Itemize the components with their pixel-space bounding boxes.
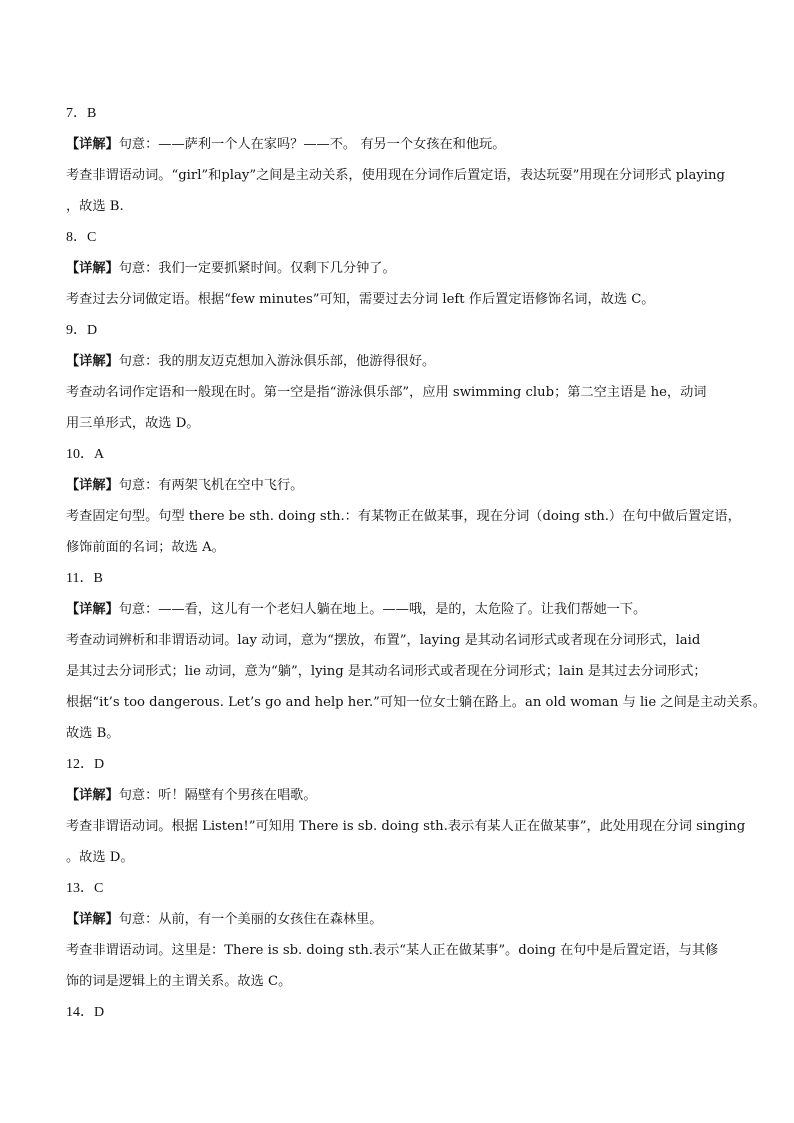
explain-11-line-3: 根据“it’s too dangerous. Let’s go and help her.”可知一位女士躺在路上。an old woman 与 lie 之间是主动关系。 xyxy=(66,695,766,710)
explain-12-line-1: 考查非谓语动词。根据 Listen!”可知用 There is sb. doing sth.表示有某人正在做某事”，此处用现在分词 singing xyxy=(66,819,746,834)
explain-12-line-2: 。故选 D。 xyxy=(66,850,134,865)
explain-9-line-2: 用三单形式，故选 D。 xyxy=(66,416,200,431)
detail-9 xyxy=(66,346,730,377)
detail-text: 句意：——萨利一个人在家吗？——不。 有另一个女孩在和他玩。 xyxy=(118,137,506,152)
detail-text: 句意：从前，有一个美丽的女孩住在森林里。 xyxy=(118,912,383,927)
detail-tag: 【详解】 xyxy=(66,261,119,276)
answer-10: 10．A xyxy=(66,447,105,462)
answer-14: 14．D xyxy=(66,1005,105,1020)
detail-12 xyxy=(66,780,730,811)
detail-7 xyxy=(66,129,730,160)
explain-13-line-1: 考查非谓语动词。这里是：There is sb. doing sth.表示“某人正在做某事”。doing 在句中是后置定语，与其修 xyxy=(66,943,719,958)
explain-13-line-2: 饰的词是逻辑上的主谓关系。故选 C。 xyxy=(66,974,292,989)
answer-13: 13．C xyxy=(66,881,104,896)
detail-tag: 【详解】 xyxy=(66,354,119,369)
detail-tag: 【详解】 xyxy=(66,912,119,927)
detail-text: 句意：我的朋友迈克想加入游泳俱乐部，他游得很好。 xyxy=(118,354,436,369)
detail-11 xyxy=(66,594,730,625)
answer-12: 12．D xyxy=(66,757,105,772)
detail-tag: 【详解】 xyxy=(66,478,119,493)
detail-10 xyxy=(66,470,730,501)
explain-11-line-2: 是其过去分词形式；lie 动词，意为“躺”，lying 是其动名词形式或者现在分词形式；lain 是其过去分词形式； xyxy=(66,664,707,679)
answer-explanations xyxy=(66,98,766,1028)
detail-tag: 【详解】 xyxy=(66,137,119,152)
answer-11: 11．B xyxy=(66,571,103,586)
detail-tag: 【详解】 xyxy=(66,788,119,803)
answer-7: 7．B xyxy=(66,106,97,121)
explain-7-line-1: 考查非谓语动词。“girl”和play”之间是主动关系，使用现在分词作后置定语，表达玩耍”用现在分词形式 playing xyxy=(66,168,725,183)
detail-text: 句意：我们一定要抓紧时间。仅剩下几分钟了。 xyxy=(118,261,396,276)
detail-8 xyxy=(66,253,730,284)
detail-tag: 【详解】 xyxy=(66,602,119,617)
detail-13 xyxy=(66,904,730,935)
detail-text: 句意：听！隔壁有个男孩在唱歌。 xyxy=(118,788,317,803)
detail-text: 句意：有两架飞机在空中飞行。 xyxy=(118,478,304,493)
explain-9-line-1: 考查动名词作定语和一般现在时。第一空是指“游泳俱乐部”，应用 swimming club；第二空主语是 he，动词 xyxy=(66,385,707,400)
explain-11-line-4: 故选 B。 xyxy=(66,726,120,741)
answer-8: 8．C xyxy=(66,230,97,245)
explain-8-line-1: 考查过去分词做定语。根据“few minutes”可知，需要过去分词 left 作后置定语修饰名词，故选 C。 xyxy=(66,292,655,307)
explain-10-line-2: 修饰前面的名词；故选 A。 xyxy=(66,540,225,555)
detail-text: 句意：——看，这儿有一个老妇人躺在地上。——哦，是的，太危险了。让我们帮她一下。 xyxy=(118,602,647,617)
explain-10-line-1: 考查固定句型。句型 there be sth. doing sth.：有某物正在做某事，现在分词（doing sth.）在句中做后置定语， xyxy=(66,509,741,524)
explain-11-line-1: 考查动词辨析和非谓语动词。lay 动词，意为“摆放，布置”，laying 是其动名词形式或者现在分词形式，laid xyxy=(66,633,701,648)
explain-7-line-2: ，故选 B. xyxy=(66,199,124,214)
answer-9: 9．D xyxy=(66,323,98,338)
